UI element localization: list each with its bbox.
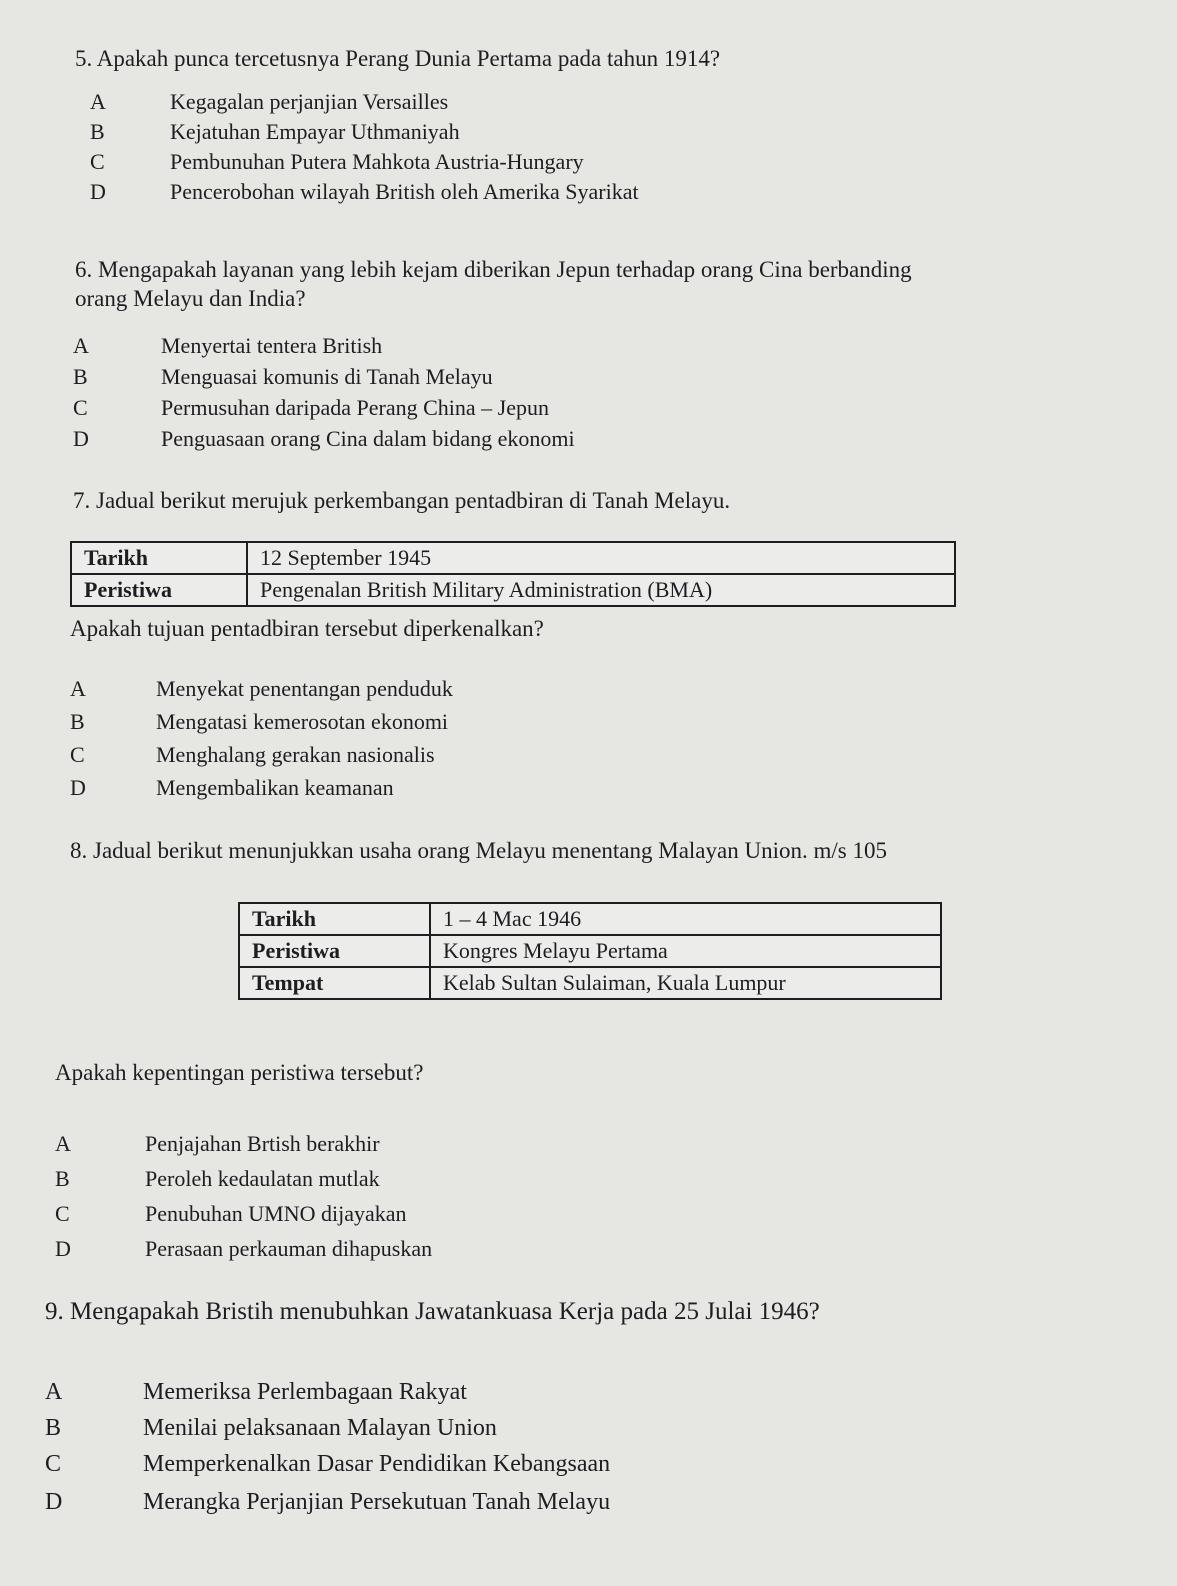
option-letter: C [45,1451,62,1477]
option-letter: A [55,1131,71,1156]
option-letter: D [90,179,106,204]
q7-info-table [70,541,956,607]
table-value-cell: Kelab Sultan Sulaiman, Kuala Lumpur [430,967,941,999]
option-letter: D [70,775,86,800]
table-value-cell: 12 September 1945 [247,542,955,574]
question-7-sub: Apakah tujuan pentadbiran tersebut diperkenalkan? [70,616,544,641]
option-text: Pembunuhan Putera Mahkota Austria-Hungary [170,149,584,174]
option-text: Kegagalan perjanjian Versailles [170,89,449,114]
question-5: 5. Apakah punca tercetusnya Perang Dunia Pertama pada tahun 1914? [75,46,721,71]
option-text: Penubuhan UMNO dijayakan [145,1201,407,1226]
option-text: Perasaan perkauman dihapuskan [145,1236,433,1261]
option-text: Menghalang gerakan nasionalis [156,742,435,767]
q8-info-table [238,902,942,1000]
option-text: Memeriksa Perlembagaan Rakyat [143,1379,467,1405]
option-letter: A [70,676,86,701]
question-6-line-2: orang Melayu dan India? [75,286,306,311]
option-letter: C [90,149,105,174]
option-letter: B [55,1166,70,1191]
table-row [239,903,941,935]
option-text: Kejatuhan Empayar Uthmaniyah [170,119,460,144]
option-text: Penguasaan orang Cina dalam bidang ekonomi [161,426,575,451]
option-text: Permusuhan daripada Perang China – Jepun [161,395,549,420]
option-letter: D [73,426,89,451]
option-letter: B [70,709,85,734]
table-row [239,935,941,967]
option-letter: A [45,1379,63,1405]
option-text: Pencerobohan wilayah British oleh Amerika Syarikat [170,179,639,204]
option-text: Mengatasi kemerosotan ekonomi [156,709,449,734]
option-letter: A [90,89,106,114]
option-text: Penjajahan Brtish berakhir [145,1131,380,1156]
option-text: Menilai pelaksanaan Malayan Union [143,1415,497,1441]
option-text: Menguasai komunis di Tanah Melayu [161,364,493,389]
question-7: 7. Jadual berikut merujuk perkembangan pentadbiran di Tanah Melayu. [73,488,731,513]
option-text: Mengembalikan keamanan [156,775,394,800]
table-value-cell: Pengenalan British Military Administration (BMA) [247,574,955,606]
table-key-cell: Tarikh [71,542,247,574]
question-6-line-1: 6. Mengapakah layanan yang lebih kejam diberikan Jepun terhadap orang Cina berbanding [75,257,912,282]
table-row [71,542,955,574]
option-letter: A [73,333,89,358]
question-9: 9. Mengapakah Bristih menubuhkan Jawatankuasa Kerja pada 25 Julai 1946? [45,1298,820,1325]
table-key-cell: Tempat [239,967,430,999]
option-text: Menyertai tentera British [161,333,383,358]
option-letter: D [55,1236,71,1261]
table-row [239,967,941,999]
option-letter: B [45,1415,62,1441]
option-letter: B [73,364,88,389]
table-row [71,574,955,606]
table-key-cell: Peristiwa [71,574,247,606]
table-value-cell: Kongres Melayu Pertama [430,935,941,967]
option-text: Menyekat penentangan penduduk [156,676,453,701]
question-8-sub: Apakah kepentingan peristiwa tersebut? [55,1060,424,1085]
option-letter: C [70,742,85,767]
option-text: Merangka Perjanjian Persekutuan Tanah Melayu [143,1489,611,1515]
option-letter: C [73,395,88,420]
option-letter: C [55,1201,70,1226]
option-letter: B [90,119,105,144]
option-text: Memperkenalkan Dasar Pendidikan Kebangsaan [143,1451,611,1477]
table-key-cell: Peristiwa [239,935,430,967]
table-key-cell: Tarikh [239,903,430,935]
option-text: Peroleh kedaulatan mutlak [145,1166,380,1191]
option-letter: D [45,1489,63,1515]
table-value-cell: 1 – 4 Mac 1946 [430,903,941,935]
question-8: 8. Jadual berikut menunjukkan usaha orang Melayu menentang Malayan Union. m/s 105 [70,838,887,863]
